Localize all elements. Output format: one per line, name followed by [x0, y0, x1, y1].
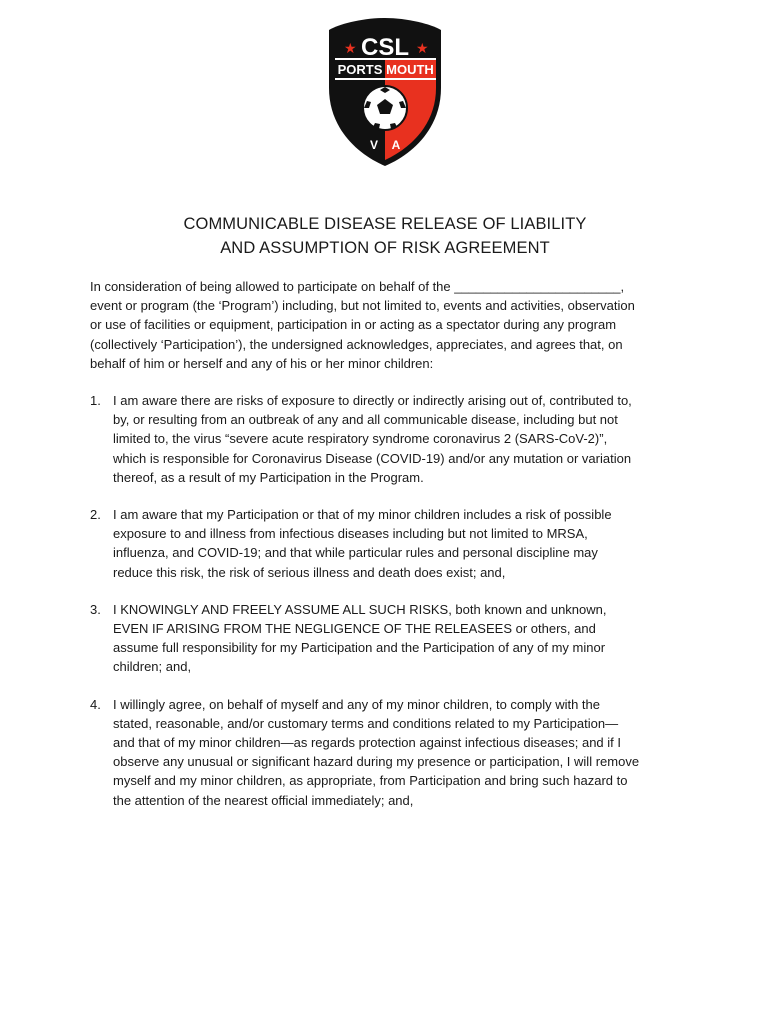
- list-item-line: limited to, the virus “severe acute respiratory syndrome coronavirus 2 (SARS-CoV-2)”,: [113, 431, 608, 447]
- list-item-line: and that of my minor children—as regards protection against infectious diseases; and if I: [113, 735, 621, 751]
- list-item: [90, 695, 690, 810]
- intro-line: behalf of him or herself and any of his or her minor children:: [90, 355, 434, 371]
- list-item: [90, 600, 690, 677]
- list-item-line: stated, reasonable, and/or customary terms and conditions related to my Participation—: [113, 715, 619, 731]
- star-icon: ★: [344, 41, 357, 57]
- csl-portsmouth-logo: [327, 16, 443, 168]
- logo-text-a: A: [391, 138, 401, 152]
- logo-text-mouth: MOUTH: [386, 62, 434, 77]
- list-item-line: the attention of the nearest official immediately; and,: [113, 792, 414, 808]
- terms-list: [90, 391, 690, 828]
- list-item-line: by, or resulting from an outbreak of any and all communicable disease, including but not: [113, 412, 618, 428]
- list-item-line: EVEN IF ARISING FROM THE NEGLIGENCE OF THE RELEASEES or others, and: [113, 621, 596, 637]
- list-item-line: I willingly agree, on behalf of myself and any of my minor children, to comply with the: [113, 696, 601, 712]
- logo-text-v: V: [369, 138, 379, 152]
- intro-paragraph: [90, 277, 690, 373]
- list-item-line: thereof, as a result of my Participation in the Program.: [113, 469, 424, 485]
- list-item: [90, 391, 690, 487]
- intro-line: event or program (the ‘Program’) including, but not limited to, events and activities, observation: [90, 298, 635, 314]
- logo-text-csl: CSL: [361, 34, 409, 61]
- list-item-line: I am aware there are risks of exposure to directly or indirectly arising out of, contributed to,: [113, 393, 632, 408]
- intro-line: or use of facilities or equipment, participation in or acting as a spectator during any program: [90, 317, 617, 333]
- list-item: [90, 505, 690, 582]
- list-item-number: 4.: [90, 696, 101, 712]
- list-item-line: reduce this risk, the risk of serious illness and death does exist; and,: [113, 564, 506, 580]
- list-item-line: myself and my minor children, as appropriate, from Participation and bring such hazard to: [113, 773, 628, 789]
- logo-text-ports: PORTS: [337, 62, 383, 77]
- list-item-line: exposure to and illness from infectious diseases including but not limited to MRSA,: [113, 526, 588, 542]
- intro-line: In consideration of being allowed to participate on behalf of the _______________________,: [90, 279, 625, 294]
- soccer-ball-icon: [363, 86, 407, 130]
- title-line-2: AND ASSUMPTION OF RISK AGREEMENT: [220, 239, 550, 257]
- list-item-line: I am aware that my Participation or that of my minor children includes a risk of possible: [113, 507, 612, 523]
- list-item-number: 1.: [90, 393, 101, 408]
- list-item-number: 3.: [90, 601, 101, 617]
- list-item-line: which is responsible for Coronavirus Disease (COVID-19) and/or any mutation or variation: [113, 450, 632, 466]
- document-title: [0, 212, 770, 260]
- list-item-line: observe any unusual or significant hazard during my presence or participation, I will remove: [113, 754, 640, 770]
- intro-line: (collectively ‘Participation’), the undersigned acknowledges, appreciates, and agrees that, on: [90, 336, 623, 352]
- list-item-line: children; and,: [113, 659, 192, 675]
- star-icon: ★: [416, 41, 429, 57]
- list-item-number: 2.: [90, 507, 101, 523]
- list-item-line: I KNOWINGLY AND FREELY ASSUME ALL SUCH RISKS, both known and unknown,: [113, 601, 607, 617]
- list-item-line: influenza, and COVID-19; and that while particular rules and personal discipline may: [113, 545, 598, 561]
- title-line-1: COMMUNICABLE DISEASE RELEASE OF LIABILITY: [183, 215, 587, 233]
- list-item-line: assume full responsibility for my Participation and the Participation of any of my minor: [113, 640, 606, 656]
